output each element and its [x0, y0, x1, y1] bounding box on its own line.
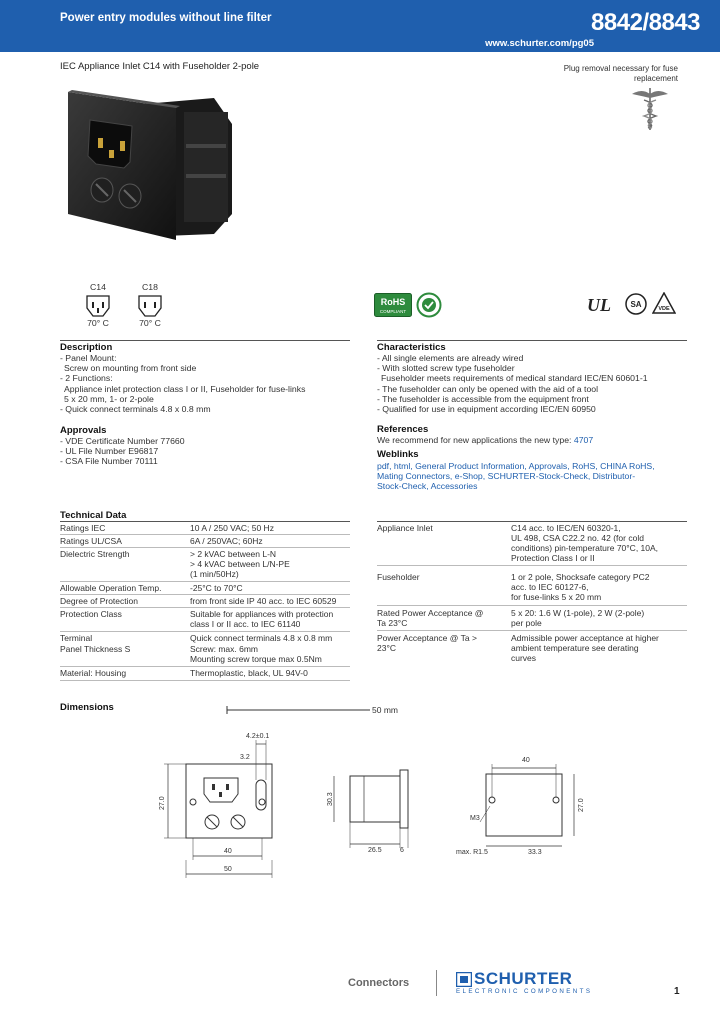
- header-title: Power entry modules without line filter: [60, 12, 272, 24]
- row-value: (1 min/50Hz): [190, 569, 239, 579]
- note-line-1: Plug removal necessary for fuse: [563, 64, 678, 73]
- characteristics-list: [377, 353, 648, 414]
- row-value: Screw: max. 6mm: [190, 644, 259, 654]
- row-label: Allowable Operation Temp.: [60, 583, 162, 593]
- row-value: curves: [511, 653, 537, 663]
- dim-label: 33.3: [528, 849, 542, 856]
- dim-label: 3.2: [240, 754, 250, 761]
- row-label: Power Acceptance @ Ta >: [377, 633, 477, 643]
- row-value: Mounting screw torque max 0.5Nm: [190, 654, 322, 664]
- dimensions-title: Dimensions: [60, 702, 114, 713]
- row-value: acc. to IEC 60127-6,: [511, 582, 589, 592]
- row-value: Protection Class I or II: [511, 553, 595, 563]
- row-value: UL 498, CSA C22.2 no. 42 (for cold: [511, 533, 644, 543]
- description-line: - Quick connect terminals 4.8 x 0.8 mm: [60, 404, 211, 415]
- row-value: for fuse-links 5 x 20 mm: [511, 592, 602, 602]
- row-label: Panel Thickness S: [60, 644, 131, 654]
- row-label: Ratings IEC: [60, 523, 106, 533]
- row-value: ambient temperature see derating: [511, 643, 639, 653]
- row-value: conditions) pin-temperature 70°C, 10A,: [511, 543, 659, 553]
- technical-data-right-table: [377, 523, 687, 673]
- dim-label: 27.0: [159, 796, 166, 810]
- row-value: Admissible power acceptance at higher: [511, 633, 659, 643]
- description-title: Description: [60, 342, 113, 353]
- description-line: - 2 Functions:: [60, 373, 113, 384]
- csa-icon: [625, 293, 647, 315]
- row-divider: [60, 581, 350, 582]
- product-photo: [64, 84, 244, 254]
- characteristics-title: Characteristics: [377, 342, 446, 353]
- connector-c18-label: C18: [142, 282, 158, 292]
- row-label: Material: Housing: [60, 668, 127, 678]
- weblinks-line[interactable]: Mating Connectors, e-Shop, SCHURTER-Stock-Check, Distributor-: [377, 471, 636, 482]
- divider-technical-left: [60, 521, 350, 522]
- vde-icon: [652, 292, 676, 314]
- product-number: 8842/8843: [591, 9, 700, 36]
- connector-c14: [78, 282, 118, 328]
- divider-technical-right: [377, 521, 687, 522]
- weblinks-title: Weblinks: [377, 449, 419, 460]
- row-value: 1 or 2 pole, Shocksafe category PC2: [511, 572, 650, 582]
- side-view-drawing: [320, 760, 420, 860]
- row-value: per pole: [511, 618, 542, 628]
- row-label: Rated Power Acceptance @: [377, 608, 484, 618]
- row-divider: [377, 565, 687, 566]
- csa-text: SA: [630, 300, 642, 309]
- divider-characteristics: [377, 340, 687, 341]
- dim-label: 6: [400, 847, 404, 854]
- description-line: - Panel Mount:: [60, 353, 117, 363]
- row-label: Dielectric Strength: [60, 549, 130, 559]
- row-value: Thermoplastic, black, UL 94V-0: [190, 668, 308, 678]
- row-value: from front side IP 40 acc. to IEC 60529: [190, 596, 337, 606]
- approvals-list: [60, 436, 185, 467]
- scale-bar: [224, 702, 424, 716]
- row-value: > 4 kVAC between L/N-PE: [190, 559, 290, 569]
- row-divider: [60, 666, 350, 667]
- rohs-badge-icon: [374, 293, 412, 317]
- note-line-2: replacement: [633, 74, 678, 83]
- dim-label: 50: [224, 866, 232, 873]
- schurter-logo-icon: [456, 972, 472, 987]
- row-divider: [377, 630, 687, 631]
- row-divider: [60, 631, 350, 632]
- characteristic-line: - With slotted screw type fuseholder: [377, 363, 515, 374]
- footer-brand-sub: ELECTRONIC COMPONENTS: [456, 988, 593, 995]
- row-divider: [60, 594, 350, 595]
- description-line: Appliance inlet protection class I or II, Fuseholder for fuse-links: [64, 383, 306, 394]
- dim-label: 4.2±0.1: [246, 733, 270, 740]
- row-value: 6A / 250VAC; 60Hz: [190, 536, 263, 546]
- connector-c18: [130, 282, 170, 328]
- weblinks-list: [377, 461, 655, 492]
- row-value: 5 x 20: 1.6 W (1-pole), 2 W (2-pole): [511, 608, 645, 618]
- approval-line: - UL File Number E96817: [60, 446, 159, 457]
- dim-label: M3: [470, 815, 480, 822]
- dim-label: 27.0: [578, 798, 585, 812]
- row-divider: [60, 534, 350, 535]
- medical-caduceus-icon: [630, 86, 670, 132]
- characteristic-line: - The fuseholder is accessible from the equipment front: [377, 393, 589, 404]
- row-value: -25°C to 70°C: [190, 583, 243, 593]
- approval-line: - VDE Certificate Number 77660: [60, 436, 185, 446]
- row-label: Ratings UL/CSA: [60, 536, 122, 546]
- row-value: C14 acc. to IEC/EN 60320-1,: [511, 523, 621, 533]
- weblinks-line[interactable]: pdf, html, General Product Information, Approvals, RoHS, CHINA RoHS,: [377, 461, 655, 471]
- technical-data-left-table: [60, 523, 350, 685]
- characteristic-line: - All single elements are already wired: [377, 353, 524, 363]
- row-value: Quick connect terminals 4.8 x 0.8 mm: [190, 633, 333, 643]
- dim-label: 40: [522, 757, 530, 764]
- fuse-replacement-note: [548, 64, 678, 84]
- row-value: class I or II acc. to IEC 61140: [190, 619, 301, 629]
- row-label: Appliance Inlet: [377, 523, 433, 533]
- row-label: 23°C: [377, 643, 396, 653]
- row-label: Protection Class: [60, 609, 122, 619]
- row-label: Degree of Protection: [60, 596, 138, 606]
- approval-line: - CSA File Number 70111: [60, 456, 158, 467]
- footer-brand: SCHURTER: [474, 969, 573, 988]
- rohs-badge-subtext: COMPLIANT: [379, 309, 407, 314]
- dim-label: 40: [224, 848, 232, 855]
- connector-c14-label: C14: [90, 282, 106, 292]
- row-divider: [60, 607, 350, 608]
- references-sentence: We recommend for new applications the new type:: [377, 435, 574, 445]
- footer-category: Connectors: [348, 977, 410, 989]
- ul-recognized-icon: [585, 294, 619, 316]
- references-title: References: [377, 424, 429, 435]
- panel-cutout-drawing: [450, 750, 590, 860]
- row-label: Terminal: [60, 633, 93, 643]
- vde-text: VDE: [658, 306, 670, 312]
- c18-symbol-icon: [137, 294, 163, 318]
- references-text: [377, 435, 593, 445]
- characteristic-line: Fuseholder meets requirements of medical standard IEC/EN 60601-1: [381, 373, 648, 384]
- row-divider: [377, 605, 687, 606]
- description-line: 5 x 20 mm, 1- or 2-pole: [64, 393, 154, 404]
- c14-symbol-icon: [85, 294, 111, 318]
- china-rohs-icon: [416, 292, 442, 318]
- row-value: Suitable for appliances with protection: [190, 609, 334, 619]
- connector-c14-temp: 70° C: [87, 318, 109, 329]
- front-view-drawing: [150, 722, 280, 882]
- dim-label: max. R1.5: [456, 849, 488, 856]
- header-url-link[interactable]: www.schurter.com/pg05: [485, 38, 594, 49]
- connector-c18-temp: 70° C: [139, 318, 161, 329]
- row-divider: [60, 547, 350, 548]
- technical-data-title: Technical Data: [60, 510, 127, 521]
- description-list: [60, 353, 305, 414]
- row-label: Ta 23°C: [377, 618, 408, 628]
- weblinks-line[interactable]: Stock-Check, Accessories: [377, 481, 478, 492]
- dim-label: 30.3: [327, 792, 334, 806]
- footer-divider: [436, 970, 437, 996]
- characteristic-line: - Qualified for use in equipment according IEC/EN 60950: [377, 404, 596, 415]
- page-subtitle: IEC Appliance Inlet C14 with Fuseholder 2-pole: [60, 61, 260, 72]
- description-line: Screw on mounting from front side: [64, 363, 197, 374]
- page-number: 1: [674, 986, 680, 997]
- dim-label: 26.5: [368, 847, 382, 854]
- approvals-title: Approvals: [60, 425, 107, 436]
- ul-text: UL: [587, 295, 611, 315]
- row-divider: [60, 680, 350, 681]
- rohs-badge-text: RoHS: [380, 297, 406, 307]
- row-value: > 2 kVAC between L-N: [190, 549, 277, 559]
- divider-description: [60, 340, 350, 341]
- reference-4707-link[interactable]: 4707: [573, 435, 594, 445]
- row-value: 10 A / 250 VAC; 50 Hz: [190, 523, 274, 533]
- scale-bar-label: 50 mm: [372, 705, 398, 715]
- row-label: Fuseholder: [377, 572, 420, 582]
- characteristic-line: - The fuseholder can only be opened with the aid of a tool: [377, 383, 599, 394]
